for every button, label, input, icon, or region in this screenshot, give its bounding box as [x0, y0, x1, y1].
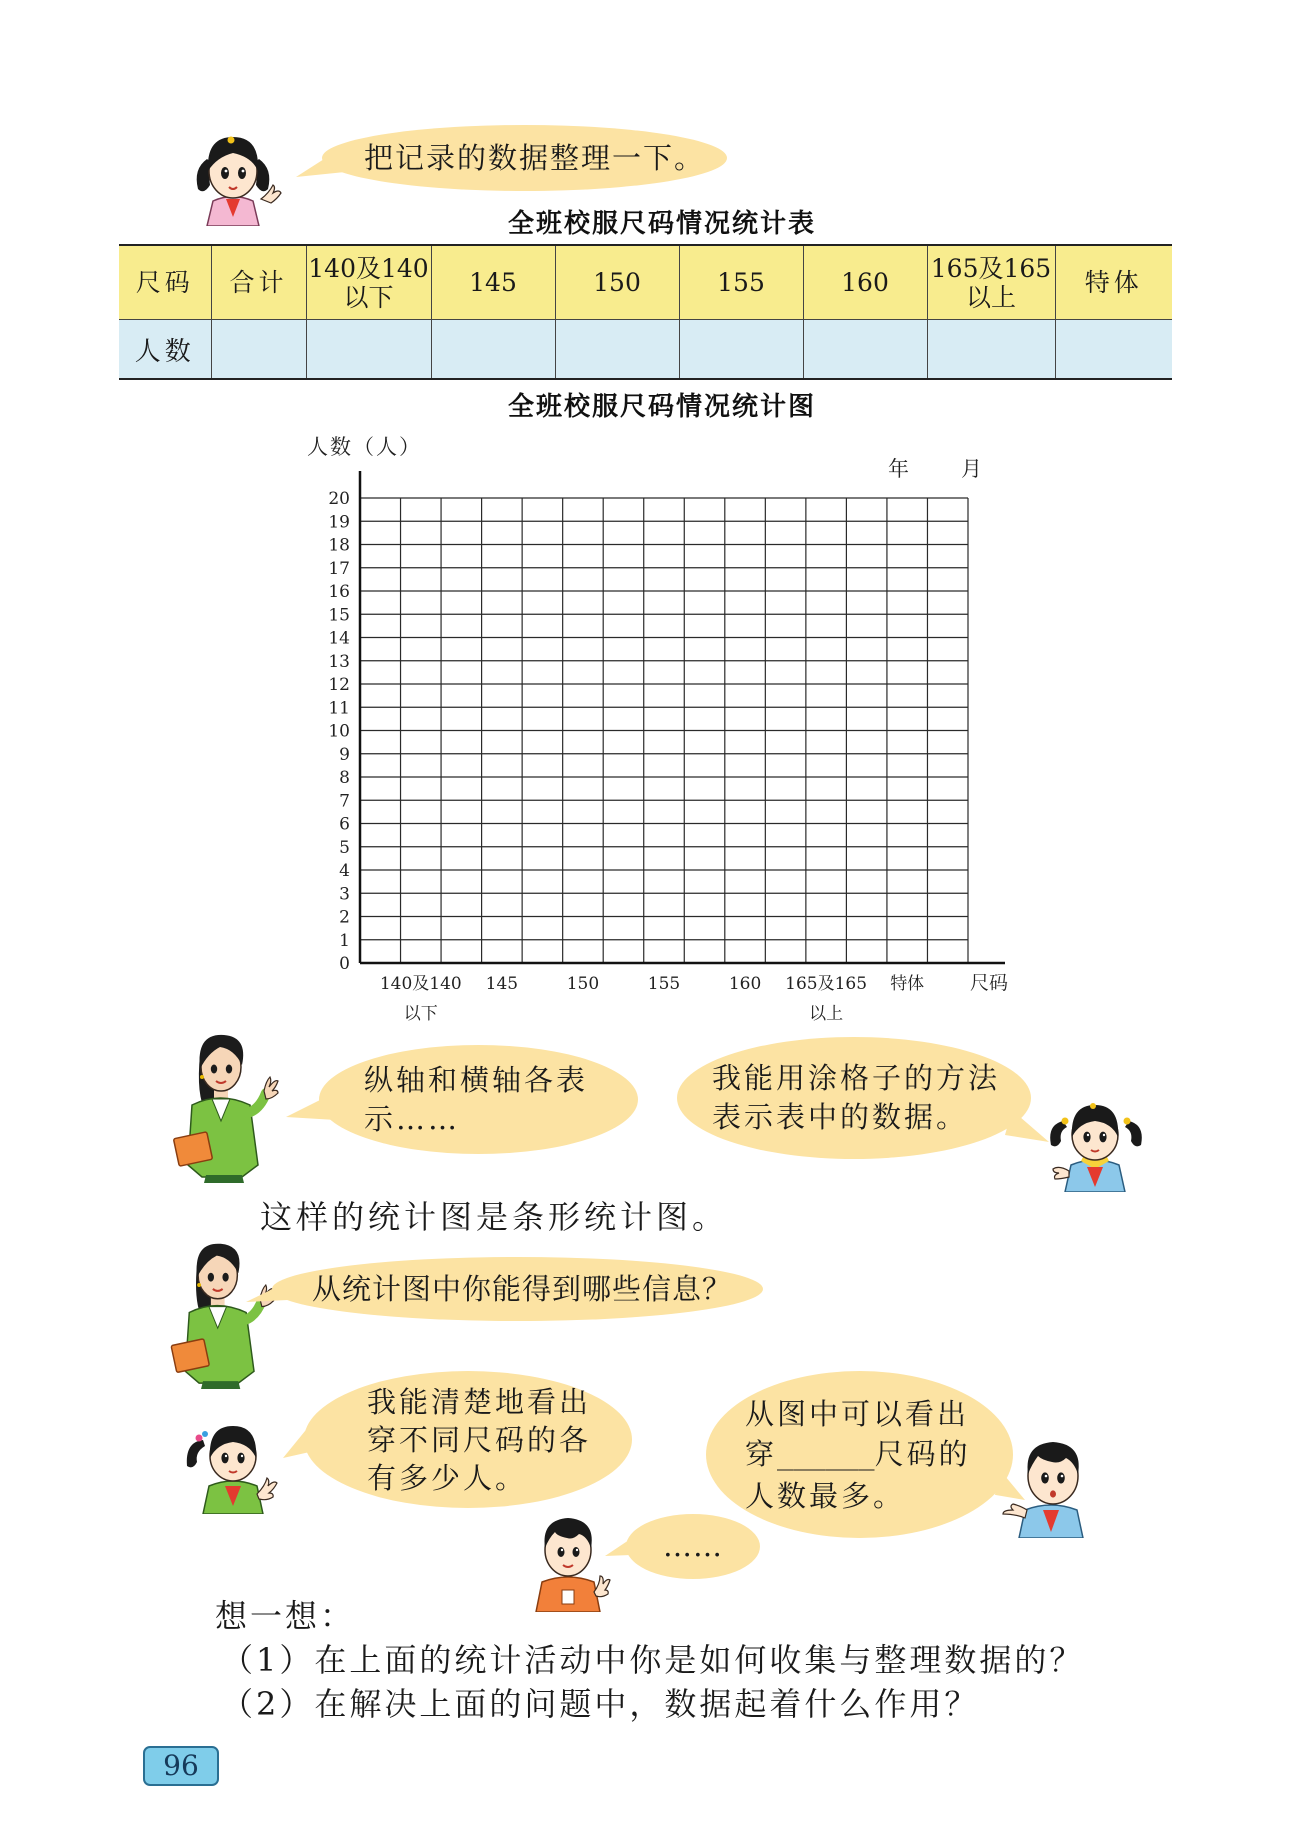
- table-header-size-165: [927, 245, 1055, 320]
- table-count-cell: [211, 320, 306, 380]
- y-tick-label: 2: [339, 907, 350, 928]
- y-tick-label: 3: [339, 884, 350, 905]
- bubble-line: 人数最多。: [745, 1478, 906, 1513]
- ellipsis-bubble: [626, 1514, 760, 1579]
- bubble-line: 从统计图中你能得到哪些信息？: [312, 1271, 733, 1306]
- chart-grid: [360, 498, 968, 963]
- girl-blue-shirt-illustration: [1047, 1091, 1147, 1192]
- fill-grid-bubble: [677, 1037, 1031, 1159]
- y-axis-label: 人数（人）: [307, 435, 422, 459]
- y-tick-label: 16: [328, 582, 350, 602]
- x-tick-label: 160: [728, 974, 762, 994]
- size-165-line1: 165及165: [930, 253, 1052, 283]
- table-header-row: [119, 245, 1172, 320]
- table-count-cell: [555, 320, 679, 380]
- y-tick-label: 19: [328, 512, 350, 533]
- x-tick-label: 145: [485, 974, 519, 994]
- year-label: 年: [888, 457, 911, 481]
- x-tick-label: 150: [566, 974, 600, 994]
- bubble-line: 有多少人。: [367, 1460, 528, 1495]
- girl-pink-shirt-illustration: [191, 119, 286, 226]
- table-header-size-145: 145: [431, 245, 555, 320]
- y-tick-label: 7: [339, 791, 350, 812]
- bubble-line: 我能清楚地看出: [367, 1384, 592, 1419]
- blank-before-text: 穿: [745, 1436, 778, 1471]
- bubble-line: 我能用涂格子的方法: [712, 1061, 1001, 1095]
- teacher-illustration: [167, 1234, 292, 1389]
- y-tick-label: 15: [328, 605, 350, 626]
- size-165-line2: 以上: [965, 282, 1016, 312]
- bubble-line: ……: [663, 1529, 723, 1563]
- x-tick-label: 165及165: [785, 974, 868, 994]
- y-tick-label: 4: [339, 861, 350, 881]
- chart-title: 全班校服尺码情况统计图: [507, 392, 816, 422]
- x-tick-label: 155: [647, 974, 681, 994]
- bubble-line: 纵轴和横轴各表: [364, 1062, 589, 1097]
- x-tick-label: 140及140: [379, 974, 462, 994]
- teacher-illustration: [170, 1025, 296, 1183]
- axes-question-bubble: [319, 1045, 638, 1154]
- month-label: 月: [961, 457, 984, 481]
- y-tick-label: 11: [328, 698, 350, 719]
- y-tick-label: 18: [328, 535, 350, 556]
- fill-in-blank: ______: [777, 1439, 875, 1471]
- bubble-line: 表示表中的数据。: [712, 1100, 969, 1134]
- x-tick-label: 以上: [809, 1004, 844, 1024]
- y-tick-label: 14: [328, 628, 350, 649]
- y-tick-label: 1: [339, 930, 350, 951]
- bubble-line: 从图中可以看出: [745, 1396, 970, 1431]
- think-section: [215, 1594, 1084, 1726]
- size-table: [119, 244, 1172, 380]
- table-row-label: 人数: [119, 320, 211, 380]
- table-count-cell: [431, 320, 555, 380]
- bar-chart: [280, 430, 1020, 1030]
- y-tick-label: 12: [328, 675, 350, 695]
- table-count-cell: [803, 320, 927, 380]
- size-140-line2: 以下: [343, 282, 394, 312]
- x-tick-label: 以下: [403, 1004, 438, 1024]
- bubble-line: 穿不同尺码的各: [367, 1422, 592, 1457]
- boy-blue-shirt-illustration: [1001, 1430, 1099, 1538]
- think-heading: 想一想：: [215, 1597, 356, 1635]
- table-header-size-150: 150: [555, 245, 679, 320]
- bubble-line: 示……: [364, 1101, 461, 1136]
- page-number: 96: [143, 1746, 219, 1786]
- table-header-size-special: 特体: [1055, 245, 1172, 320]
- most-people-bubble: [706, 1371, 1013, 1538]
- table-header-size-140: [306, 245, 431, 320]
- bar-chart-statement: 这样的统计图是条形统计图。: [260, 1198, 729, 1236]
- y-tick-label: 17: [328, 558, 350, 579]
- think-question: （1）在上面的统计活动中你是如何收集与整理数据的？: [221, 1641, 1085, 1679]
- table-title: 全班校服尺码情况统计表: [507, 209, 816, 239]
- table-count-cell: [1055, 320, 1172, 380]
- intro-speech-bubble: [322, 125, 727, 191]
- blank-after-text: 尺码的: [874, 1436, 971, 1471]
- table-header-size-155: 155: [679, 245, 803, 320]
- table-count-cell: [306, 320, 431, 380]
- x-tick-label: 特体: [890, 974, 925, 994]
- y-tick-label: 6: [339, 814, 350, 835]
- table-count-cell: [927, 320, 1055, 380]
- girl-green-shirt-illustration: [185, 1410, 283, 1514]
- table-count-cell: [679, 320, 803, 380]
- x-axis-label: 尺码: [969, 972, 1009, 994]
- y-tick-label: 0: [339, 954, 350, 974]
- table-count-row: [119, 320, 1172, 380]
- table-header-size-label: 尺码: [119, 245, 211, 320]
- y-tick-label: 5: [339, 837, 350, 858]
- y-tick-label: 20: [328, 489, 350, 509]
- y-tick-label: 10: [328, 721, 350, 742]
- bubble-line-with-blank: [745, 1434, 1013, 1476]
- y-tick-label: 13: [328, 651, 350, 672]
- chart-tick-labels: [328, 489, 924, 1024]
- y-tick-label: 8: [339, 768, 350, 788]
- table-header-total: 合计: [211, 245, 306, 320]
- think-question: （2）在解决上面的问题中，数据起着什么作用？: [221, 1685, 980, 1723]
- size-140-line1: 140及140: [308, 253, 429, 283]
- see-counts-bubble: [304, 1371, 632, 1508]
- table-header-size-160: 160: [803, 245, 927, 320]
- y-tick-label: 9: [339, 744, 350, 765]
- intro-bubble-text: 把记录的数据整理一下。: [364, 140, 706, 175]
- info-question-bubble: [272, 1257, 763, 1321]
